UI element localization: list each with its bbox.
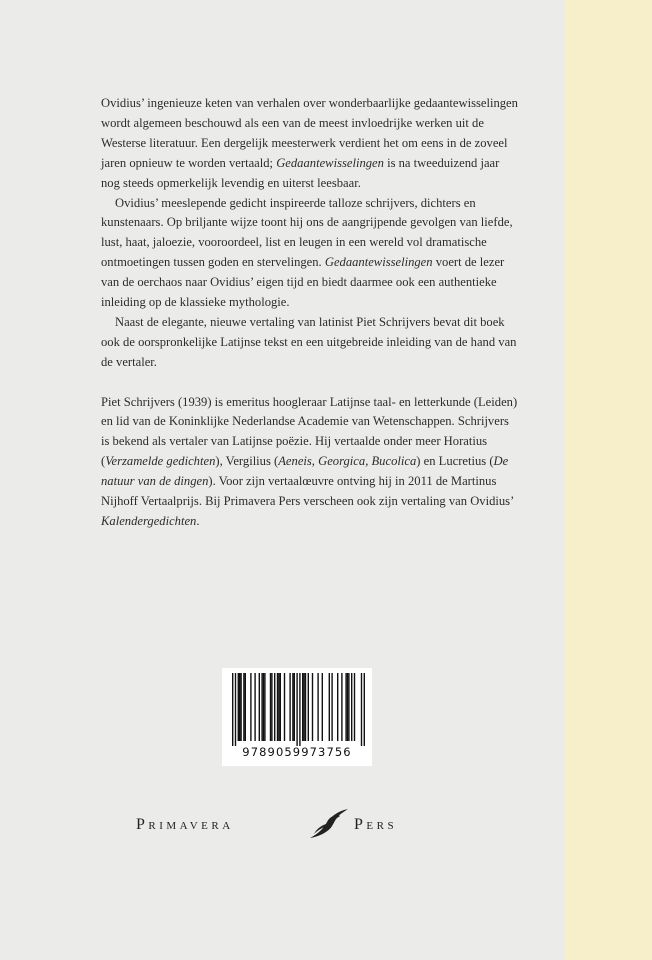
spine-edge — [565, 0, 652, 960]
barcode-bar — [277, 673, 278, 741]
barcode-bar — [303, 673, 304, 741]
text-run: Ovidius’ ingenieuze keten van verhalen over wonderbaarlijke gedaantewisselingen wordt algemeen beschouwd als een van de meest invloedrijke werken uit de Westerse literatuur. Een dergelijk meesterwerk verdient het om eens in de zoveel jaren opnieuw te worden vertaald; — [101, 96, 518, 170]
barcode-bar — [245, 673, 246, 741]
publisher-logo — [136, 808, 426, 844]
barcode-bar — [329, 673, 330, 741]
italic-title: Verzamelde gedichten — [105, 454, 216, 469]
barcode-bar — [243, 673, 244, 741]
author-bio — [101, 393, 519, 532]
italic-title: Gedaantewisselingen — [324, 255, 433, 270]
barcode-bar — [239, 673, 240, 741]
barcode-bar — [348, 673, 349, 741]
barcode-bar — [341, 673, 342, 741]
text-run: Ovidius’ meeslepende gedicht inspireerde talloze schrijvers, dichters en kunstenaars. Op briljante wijze toont hij ons de aangrijpende gevolgen van liefde, lust, haat, jaloezie, vooroordeel, list en leugen in een wereld vol dramatische ontmoetingen tussen goden en stervelingen. — [101, 195, 513, 270]
barcode-bar — [299, 673, 300, 746]
barcode-bar — [259, 673, 260, 741]
blurb-text — [101, 94, 519, 532]
barcode-bar — [240, 673, 241, 741]
barcode-bar — [347, 673, 348, 741]
barcode-bar — [312, 673, 313, 741]
barcode-bar — [331, 673, 332, 741]
barcode-bar — [305, 673, 306, 741]
text-run: ), Vergilius ( — [215, 454, 279, 469]
barcode-bar — [302, 673, 303, 741]
barcode-bar — [361, 673, 362, 746]
publisher-name-right: Pers — [354, 816, 398, 833]
italic-title: De natuur van de dingen — [101, 454, 509, 489]
barcode-bar — [284, 673, 285, 741]
text-run: . — [196, 514, 200, 529]
italic-title: Gedaantewisselingen — [276, 155, 384, 170]
text-run: Piet Schrijvers (1939) is emeritus hoogleraar Latijnse taal- en letterkunde (Leiden) en lid van de Koninklijke Nederlandse Academie van Wetenschappen. Schrijvers is bekend als vertaler van Latijnse poëzie. Hij vertaalde onder meer Horatius ( — [101, 394, 518, 469]
barcode-bar — [292, 673, 293, 741]
text-run: voert de lezer van de oerchaos naar Ovidius’ eigen tijd en biedt daarmee ook een authentieke inleiding op de klassieke mythologie. — [101, 255, 505, 310]
barcode-bar — [351, 673, 352, 741]
barcode-bar — [264, 673, 265, 741]
blurb-paragraph — [101, 194, 519, 313]
barcode-bar — [232, 673, 233, 746]
publisher-name-left: Primavera — [136, 816, 234, 833]
text-run: ) en Lucretius ( — [416, 454, 494, 469]
barcode-bar — [271, 673, 272, 741]
barcode-bar — [345, 673, 346, 741]
barcode-bar — [278, 673, 279, 741]
swallow-icon — [308, 808, 350, 840]
text-run: Naast de elegante, nieuwe vertaling van latinist Piet Schrijvers bevat dit boek ook de oorspronkelijke Latijnse tekst en een uitgebreide inleiding van de hand van de vertaler. — [101, 314, 517, 369]
spacer — [101, 373, 519, 393]
isbn-number: 9789059973756 — [242, 745, 352, 759]
blurb-paragraph — [101, 94, 519, 194]
barcode-bar — [280, 673, 281, 741]
text-run: is na tweeduizend jaar nog steeds opmerkelijk levendig en uiterst leesbaar. — [101, 155, 500, 190]
isbn-barcode — [222, 668, 372, 766]
barcode-bar — [354, 673, 355, 741]
barcode-bar — [337, 673, 338, 741]
barcode-bar — [364, 673, 365, 746]
barcode-bar — [289, 673, 290, 741]
barcode-bar — [235, 673, 236, 746]
barcode-bar — [322, 673, 323, 741]
barcode-bar — [296, 673, 297, 746]
blurb-paragraph — [101, 313, 519, 373]
italic-title: Aeneis, Georgica, Bucolica — [278, 454, 417, 469]
barcode-bar — [294, 673, 295, 741]
barcode-bar — [261, 673, 262, 741]
barcode-bar — [317, 673, 318, 741]
barcode-bar — [308, 673, 309, 741]
barcode-bar — [274, 673, 275, 741]
barcode-bar — [254, 673, 255, 741]
italic-title: Kalendergedichten — [101, 514, 197, 529]
barcode-bar — [238, 673, 239, 741]
barcode-bar — [250, 673, 251, 741]
barcode-bar — [263, 673, 264, 741]
text-run: ). Voor zijn vertaalœuvre ontving hij in 2011 de Martinus Nijhoff Vertaalprijs. Bij Primavera Pers verscheen ook zijn vertaling van Ovidius’ — [101, 474, 514, 509]
barcode-bar — [270, 673, 271, 741]
